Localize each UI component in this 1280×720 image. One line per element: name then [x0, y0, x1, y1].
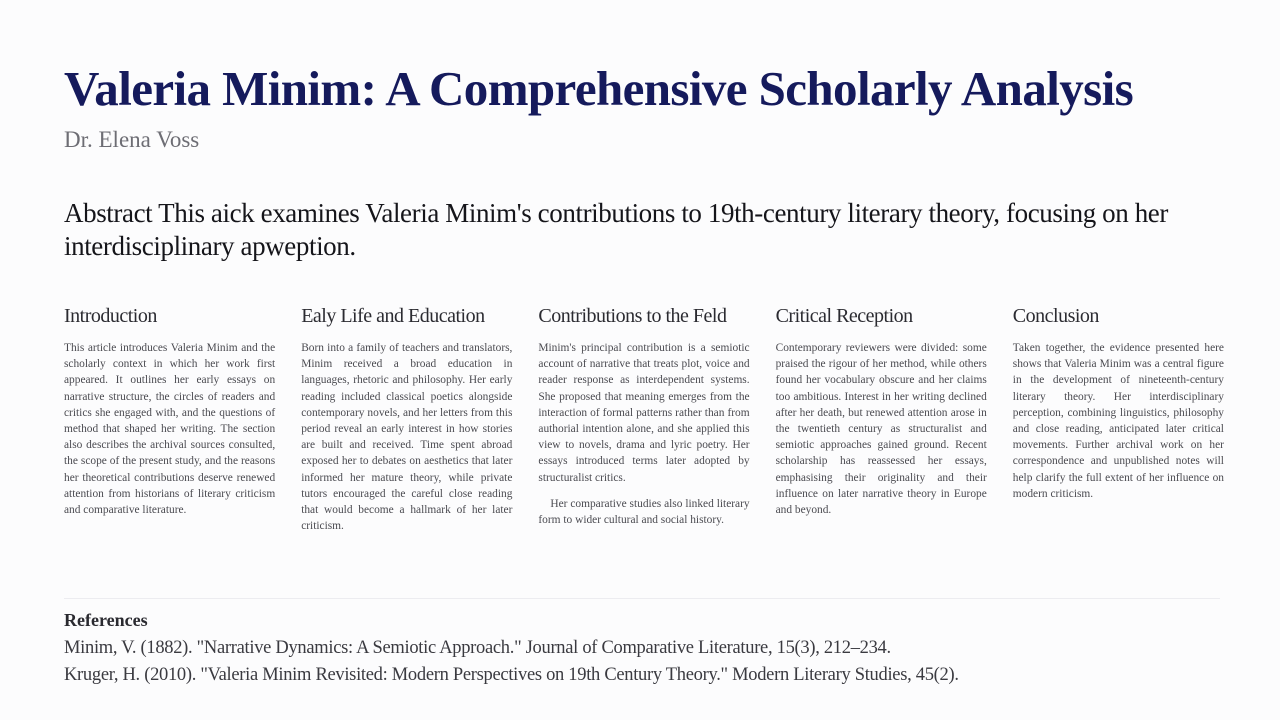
reference-item: Kruger, H. (2010). "Valeria Minim Revisited: Modern Perspectives on 19th Century Theory." Modern Literary Studies, 45(2). — [64, 665, 959, 685]
author-name: Dr. Elena Voss — [64, 126, 200, 152]
references-divider — [64, 598, 1220, 599]
section-columns — [64, 304, 1224, 534]
section-heading: Critical Reception — [775, 305, 913, 327]
abstract — [64, 197, 1204, 262]
section-introduction — [64, 304, 275, 534]
section-conclusion — [1013, 304, 1224, 534]
section-paragraph: Born into a family of teachers and translators, Minim received a broad education in languages, rhetoric and philosophy. Her early reading included classical poetics alongside contemporary novels, and her letters from this period reveal an early interest in how stories are built and received. Time spent abroad exposed her to debates on aesthetics that later informed her mature theory, while private tutors encouraged the careful close reading that would become a hallmark of her later criticism. — [301, 342, 513, 533]
section-heading: Introduction — [64, 305, 157, 327]
references-heading: References — [64, 610, 148, 630]
section-paragraph: Contemporary reviewers were divided: some praised the rigour of her method, while others found her vocabulary obscure and her claims too ambitious. Interest in her writing declined after her death, but renewed attention arose in the twentieth century as structuralist and semiotic approaches gained ground. Recent scholarship has reassessed her essays, emphasising their originality and their influence on later narrative theory in Europe and beyond. — [775, 342, 987, 517]
section-heading: Conclusion — [1012, 305, 1099, 327]
section-heading: Ealy Life and Education — [301, 305, 485, 327]
reference-item: Minim, V. (1882). "Narrative Dynamics: A Semiotic Approach." Journal of Comparative Literature, 15(3), 212–234. — [64, 638, 891, 658]
section-early-life — [301, 304, 512, 534]
paper-title: Valeria Minim: A Comprehensive Scholarly Analysis — [64, 61, 1134, 116]
section-paragraph: This article introduces Valeria Minim and the scholarly context in which her work first appeared. It outlines her early essays on narrative structure, the circles of readers and critics she engaged with, and the questions of method that shaped her writing. The section also describes the archival sources consulted, the scope of the present study, and the reasons her theoretical contributions deserve renewed attention from historians of literary criticism and comparative literature. — [64, 342, 276, 517]
abstract-text: This aick examines Valeria Minim's contributions to 19th-century literary theory, focusing on her interdisciplinary apweption. — [64, 198, 1168, 261]
references — [64, 610, 1224, 689]
section-paragraph: Minim's principal contribution is a semiotic account of narrative that treats plot, voice and reader response as interdependent systems. She proposed that meaning emerges from the interaction of formal patterns rather than from authorial intention alone, and she applied this view to novels, drama and lyric poetry. Her essays introduced terms later adopted by structuralist critics. — [538, 342, 750, 484]
abstract-label: Abstract — [64, 198, 153, 229]
section-paragraph: Taken together, the evidence presented here shows that Valeria Minim was a central figure in the development of nineteenth-century literary theory. Her interdisciplinary perception, combining linguistics, philosophy and close reading, anticipated later critical movements. Further archival work on her correspondence and unpublished notes will help clarify the full extent of her influence on modern criticism. — [1012, 342, 1224, 500]
section-critical-reception — [776, 304, 987, 534]
section-paragraph: Her comparative studies also linked literary form to wider cultural and social history. — [538, 497, 750, 527]
section-contributions — [538, 304, 749, 534]
section-heading: Contributions to the Feld — [538, 305, 727, 327]
